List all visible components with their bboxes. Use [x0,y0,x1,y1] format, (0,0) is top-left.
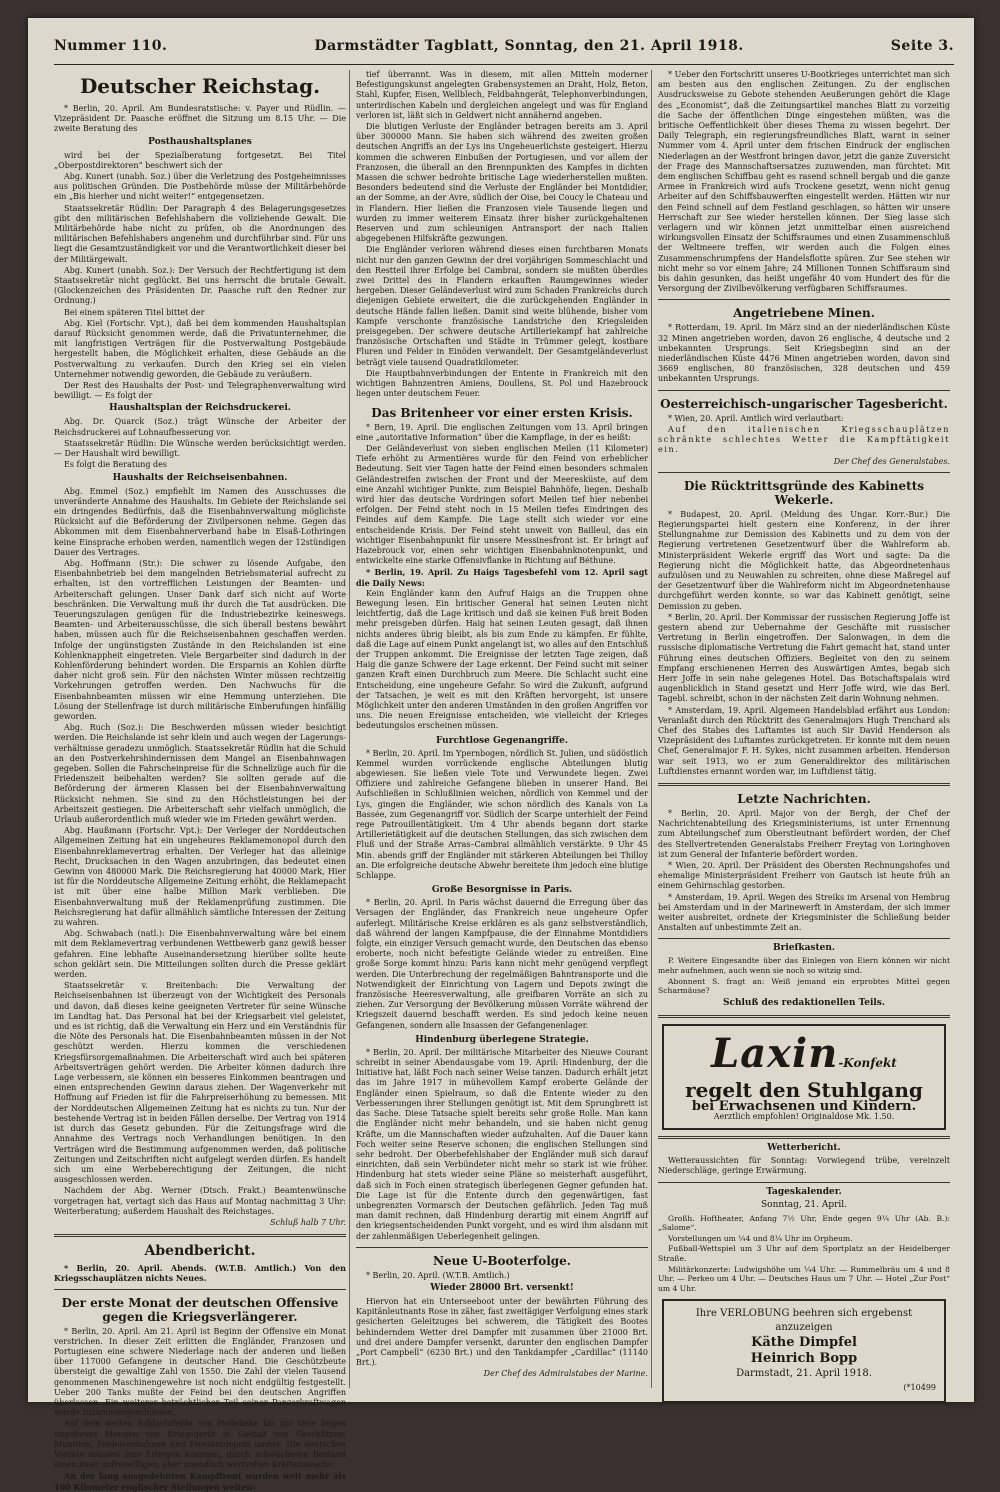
section-rule [658,1015,950,1018]
paragraph: * Berlin, 20. April. Der militärische Mitarbeiter des Nieuwe Courant schreibt in seiner Abendausgabe vom 19. April: Hindenburg, der die Initiative hat, läßt Foch nach seiner Weise tanzen. Dadurch erhält jetzt das im Jahre 1917 in mühevollem Kampf eroberte Gelände der Engländer einen Spielraum, so daß die Entente wieder zu den Verbesserungen ihrer Stellungen genötigt ist. Mit dem Sprungbrett ist das Sache. Diese Tatsache spielt bereits sehr große Rolle. Man kann die Engländer nicht mehr behandeln, und sie haben nicht genug Kräfte, um die Mannschaften wieder aufzuhalten. Auf die Dauer kann Foch weiter seine Reserve schonen; die englischen Stellungen sind sehr bedroht. Der Oberbefehlshaber der Engländer muß sich darauf einrichten, daß sein Verbündeter nicht mehr so stark ist wie früher. Hindenburg hat stets wieder seine Pläne so meisterhaft ausgeführt, daß sich in Foch einen strategisch überlegenen Gegner gefunden hat. Die Lage ist für die Entente durch den gegenwärtigen, fast unbegrenzten Vormarsch der Deutschen gefährlich. Jeden Tag muß man damit rechnen, daß Hindenburg derartig mit einem Angriff auf den kriegsentscheidenden Punkt vorgeht, und es wird ihm alsdann mit der zahlenmäßigen Ueberlegenheit gelingen. [356,1047,648,1241]
paragraph: Abg. Emmel (Soz.) empfiehlt im Namen des Ausschusses die unveränderte Annahme des Haushalts. Im Gebiete der Reichslande sei ein dringendes Bedürfnis, daß die Eisenbahnverwaltung möglichste Rücksicht auf die Beförderung der Zivilpersonen nehme. Gegen das Abkommen mit dem Eisenbahnerverband habe in Elsaß-Lothringen keine Einsprache erhoben werden, namentlich wegen der 12stündigen Dauer des Vertrages. [54,486,346,557]
paragraph: Nachdem der Abg. Werner (Dtsch. Frakt.) Beamtenwünsche vorgetragen hat, vertagt sich das Haus auf Montag nachmittag 3 Uhr: Weiterberatung; außerdem Haushalt des Reichstages. [54,1186,346,1216]
haig-lead: * Berlin, 19. April. Zu Haigs Tagesbefehl vom 12. April sagt die Daily News: [356,567,648,588]
engagement-announcement [662,1299,946,1403]
session-end: Schluß halb 7 Uhr. [270,1217,346,1227]
paragraph: * Ueber den Fortschritt unseres U-Bootkrieges unterrichtet man sich am besten aus den englischen Zeitungen. Zu der englischen Ausdrucksweise zu Gebote stehenden Aeußerungen gehört die Klage des „Economist“, daß die Zeitungsartikel manches Blatt zu vorzeitig die Sache der öffentlichen Dinge eingestehen müßten, was die britische Oeffentlichkeit über dieses Thema zu wissen begehrt. Der Daily Telegraph, ein regierungsfreundliches Blatt, warnt in seiner Nummer vom 4. April unter dem frischen Eindruck der englischen Niederlagen an der Westfront bringen davor, jetzt die ganze Zuversicht der Frage des Mannschaftsersatzes zuzuwenden, man fürchtet: Mit dem englischen Schiffbau geht es rasend schnell bergab und die ganze Armee in Frankreich wird aufs Trockene gesetzt, wenn nicht genug Arbeiter auf den Schiffsbauwerften eingestellt werden. Hätten wir nur den Feind schnell auf dem Festland geschlagen, so hätten wir unsere Herrschaft zur See wieder herstellen können. Der Sieg lasse sich verlagern und wir können jetzt unmittelbar einen ausreichend wirkungsvollen Einsatz der Schiffsraumes und einen Zusammenschluß der Weltmeere treffen, wir werden auch die Folgen eines Zusammenschrumpfens der Handelsflotte spüren. Zur See stehen wir nicht mehr so vor einem Jahre; 24 Millionen Tonnen Schiffsraum sind bis dahin gesunken, das heißt ungefähr 40 vom Hundert des für die Versorgung der Zivilbevölkerung verfügbaren Schiffsraumes. [658,70,950,294]
paragraph: * Amsterdam, 19. April. Wegen des Streiks im Arsenal von Hembrug bei Amsterdam und in der Marinewerft in Amsterdam, der sich immer weiter ausbreitet, ordnete der Kriegsminister die Schließung beider Anstalten auf unbestimmte Zeit an. [658,892,950,933]
column-divider [349,70,350,1388]
reichstag-intro: * Berlin, 20. April. Am Bundesratstische: v. Payer und Rüdlin. — Vizepräsident Dr. Paasche eröffnet die Sitzung um 8.15 Uhr. — Die zweite Beratung des [54,104,346,134]
paragraph: Der Rest des Haushalts der Post- und Telegraphenverwaltung wird bewilligt. — Es folgt der [54,381,346,401]
paragraph: Abg. Ruch (Soz.): Die Beschwerden müssen wieder besichtigt werden. Die Reichslande ist sehr klein und auch wegen der Lagerungsverhältnisse geradezu unmöglich. Staatssekretär Rüdlin hat die Schuld an den Postverkehrshindernissen dem Mangel an Eisenbahnwagen gegeben. Sollen die Fahrscheinpreise für die Schnellzüge auch für die Friedenszeit beibehalten werden? Sie sollten gerade auf die Beförderung der ärmeren Klassen bei der Eisenbahnverwaltung Rücksicht nehmen. Sie sind zu den Höchstleistungen bei der Arbeitszeit gestiegen. Die Arbeiterschaft sehr vielfach unmöglich, die Urlaub außerordentlich muß wieder wie im Frieden gewährt werden. [54,723,346,824]
section-rule [658,472,950,473]
paragraph: * Amsterdam, 19. April. Algemeen Handelsblad erfährt aus London: Veranlaßt durch den Rücktritt des Generalmajors Hugh Trenchard als Chef des Stabes des Luftamtes ist auch Sir David Henderson als Vizepräsident des Luftamtes zurückgetreten. Er konnte mit dem neuen Chef, Generalmajor F. H. Sykes, nicht zusammen arbeiten. Henderson war seit 1913, wo er zum Generaldirektor des militärischen Luftdienstes ernannt worden war, im Luftdienst tätig. [658,705,950,776]
kalender-date: Sonntag, 21. April. [761,1199,847,1210]
laxin-logo: Laxin [711,1029,839,1077]
column-divider [651,70,652,1388]
reichstag-heading: Deutscher Reichstag. [79,74,321,98]
ad-code: (*10499 [903,1383,936,1393]
paragraph: Staatssekretär Rüdlin: Der Paragraph 4 des Belagerungsgesetzes gibt den militärischen Befehlshabern die vollziehende Gewalt. Die Militärbehörde habe nicht zu prüfen, ob die Anordnungen des militärischen Befehlshabers angenehm und durchführbar sind. Für uns liegt die Gesamtzuständigkeit vor und die Verantwortlichkeit dieser bei der Militärgewalt. [54,203,346,264]
section-rule [658,938,950,939]
laxin-subline: bei Erwachsenen und Kindern. [691,1098,917,1114]
paragraph: tief überrannt. Was in diesem, mit allen Mitteln moderner Befestigungskunst angelegten Grabensystemen an Draht, Holz, Beton, Stahl, Kupfer, Eisen, Wellblech, Feldbahngerät, Telephonverbindungen, unterirdischen Kabeln und dergleichen angelegt und was für England verloren ist, läßt sich in Geldwert nicht annähernd angeben. [356,70,648,120]
post-heading: Posthaushaltsplanes [148,136,252,147]
paragraph: Militärkonzerte: Ludwigshöhe um ¼4 Uhr. — Rummelbräu um 4 und 8 Uhr. — Perkeo um 4 Uhr. — Deutsches Haus um 7 Uhr. — Hotel „Zur Post“ um 4 Uhr. [658,1264,950,1293]
paragraph: Abg. Kunert (unabh. Soz.) über die Verletzung des Postgeheimnisses aus politischen Gründen. Die Postbehörde müsse der Militärbehörde ein „Bis hierher und nicht weiter!“ entgegensetzen. [54,172,346,202]
paragraph: * Berlin, 20. April. Im Ypernbogen, nördlich St. Julien, und südöstlich Kemmel wurden vorrückende englische Abteilungen blutig abgewiesen. Sie ließen viele Tote und Verwundete liegen. Zwei Offiziere und zahlreiche Gefangene blieben in unserer Hand. Bei Aufschließen in Schlußlinien weichen, nördlich von Kemmel und der Lys, gingen die Engländer, wie schon nördlich des Kanals von La Bassée, zum Gegenangriff vor. Südlich der Scarpe unterhielt der Feind rege Patrouillentätigkeit. Um 4 Uhr abends begann dort starke Artillerietätigkeit auf die deutschen Stellungen, das sich zwischen dem Fluß und der Straße Arras–Cambrai allmählich verstärkte. 9 Uhr 45 Min. abends griff der Engländer mit stärkeren Abteilungen bei Thilloy an. Die erfolgreiche deutsche Abwehr bereitete ihm jedoch eine blutige Schlappe. [356,748,648,881]
paragraph: Abg. Kiel (Fortschr. Vpt.), daß bei dem kommenden Haushaltsplan darauf Rücksicht genommen werde, daß die Privatunternehmer, die mit langfristigen Verträgen für die Postverwaltung Postgebäude hergestellt haben, die Möglichkeit erhalten, diese Gebäude an die Postverwaltung zu verkaufen. Durch den Krieg sei ein vielen Unternehmer notwendig geworden, die Gebäude zu veräußern. [54,318,346,379]
paragraph: * Berlin, 20. April. Am 21. April ist Beginn der Offensive ein Monat verstrichen. In dieser Zeit erlitten die Engländer, Franzosen und Portugiesen eine schwere Niederlage nach der anderen und ließen über 117000 Gefangene in deutscher Hand. Die Geschützbeute übersteigt die gewaltige Zahl von 1550. Die Zahl der vielen Tausend genommenen Maschinengewehre ist noch nicht endgültig festgestellt. Ueber 200 Tanks mußte der Feind bei den deutschen Angriffen überlassen. Ein weiterer beträchtlicher Teil seiner Panzerkraftwagen wurde zusammengeschossen. [54,1326,346,1418]
paragraph: * Budapest, 20. April. (Meldung des Ungar. Korr.-Bur.) Die Regierungspartei hielt gestern eine Konferenz, in der ihrer Stellungnahme zur Demission des Kabinetts und zu dem von der Regierung vertretenen Gesetzentwurf über die Wahlreform ab. Ministerpräsident Wekerle ergriff das Wort und sagte: Da die Regierung nicht die Möglichkeit hatte, das Abgeordnetenhaus aufzulösen und zu Neuwahlen zu schreiten, ohne diese Maßregel auf der Gesetzentwurf über die Wahlreform nicht im Abgeordnetenhause durchgeführt werden konnte, so war das Kabinett genötigt, seine Demission zu geben. [658,509,950,611]
paragraph: * Berlin, 20. April. In Paris wächst dauernd die Erregung über das Versagen der Engländer, das Frankreich neue ungeheure Opfer auferlegt. Militärische Kreise erklären es als ganz selbstverständlich, daß während der langen Kampfpause, die der Einnahme Montdidiers folgte, ein einziger Versuch gemacht wurde, den Deutschen das ebenso eroberte, noch nicht befestigte Gelände wieder zu entreißen. Eine große Sorge kommt hinzu: Paris kann nicht mehr genügend verpflegt werden. Die Unterbrechung der regelmäßigen Bahntransporte und die Notwendigkeit der Einrichtung von Lagern und Depots zwingt die französische Heeresverwaltung, alle greifbaren Vorräte an sich zu ziehen. Zur Versorgung der Bevölkerung müssen Vorräte während der Kriegszeit dauernd beschafft werden. Es sind jedoch keine neuen Gefangenen, sondern alle Insassen der Gefangenenlager. [356,898,648,1030]
issue-number: Nummer 110. [54,38,168,54]
newspaper-page [28,18,974,1492]
kalender-heading: Tageskalender. [766,1186,842,1197]
page-number: Seite 3. [890,38,954,54]
section-rule [658,1136,950,1139]
paragraph: Abg. Hoffmann (Str.): Die schwer zu lösende Aufgabe, den Eisenbahnbetrieb bei dem mangelnden Betriebsmaterial aufrecht zu erhalten, ist den vortrefflichen Leistungen der Beamten- und Arbeiterschaft gelungen. Unser Dank darf sich nicht auf Worte beschränken. Die Verwaltung muß ihr durch die Tat ausdrücken. Die Teuerungszulagen genügen für die Industriebezirke keineswegs. Beamten- und Arbeiterausschüsse, die sich überall bestens bewährt haben, müssen auch für die Reichseisenbahnen geschaffen werden. Infolge der ungünstigsten Zustände in den Reichslanden ist eine Kohlenknappheit eingetreten. Viele Bergarbeiter sind dadurch in der Kohlenförderung behindert worden. Die Ersparnis an Kohlen dürfte daher nicht groß sein. Für den nächsten Winter müssen rechtzeitig Vorkehrungen getroffen werden. Den Nachwuchs für die Eisenbahnbeamten müssen wir eine Hemmung unterziehen. Die Lösung der Stellenfrage ist durch militärische Einberufungen hinfällig geworden. [54,558,346,721]
laxin-suffix: -Konfekt [838,1055,897,1070]
letzte-heading: Letzte Nachrichten. [737,791,871,806]
laxin-price: Aerztlich empfohlen! Originaldose Mk. 1.50. [713,1112,895,1121]
paragraph: Abg. Haußmann (Fortschr. Vpt.): Der Verleger der Norddeutschen Allgemeinen Zeitung hat ein ungeheures Reklamemonopol durch den Eisenbahnreklamevertrag erhalten. Der Verleger hat das alleinige Recht, Drucksachen in den Wagen anzubringen, das bedeutet einen Gewinn von 480000 Mark. Die Reichsregierung hat 40000 Mark, Hier ist für die Norddeutsche Allgemeine Zeitung erhöht, die Reklamepacht ist mit über eine halbe Million Mark verblieben. Die Eisenbahnverwaltung muß der Reklamenprüfung zustimmen. Die Reichsregierung hat dafür allmählich sämtliche Interessen der Zeitung zu wahren. [54,826,346,928]
paragraph: Großh. Hoftheater, Anfang 7½ Uhr, Ende gegen 9¼ Uhr (Ab. B.): „Salome“. [658,1213,950,1233]
paragraph: Vorstellungen um ¼4 und 8¼ Uhr im Orpheum. [668,1233,853,1243]
section-rule [54,1234,346,1237]
paragraph: Staatssekretär Rüdlin: Die Wünsche werden berücksichtigt werden. — Der Haushalt wird bewilligt. [54,438,346,459]
paragraph: Fußball-Wettspiel um 3 Uhr auf dem Sportplatz an der Heidelberger Straße. [658,1244,950,1263]
paragraph: Wetteraussichten für Sonntag: Vorwiegend trübe, vereinzelt Niederschläge, geringe Erwärmung. [658,1156,950,1176]
abendbericht-heading: Abendbericht. [144,1243,256,1260]
briefkasten-heading: Briefkasten. [772,943,836,954]
paragraph: Abg. Kunert (unabh. Soz.): Der Versuch der Rechtfertigung ist dem Staatssekretär nicht geglückt. Bei uns herrscht die brutale Gewalt. (Glockenzeichen des Präsidenten Dr. Paasche ruft den Redner zur Ordnung.) [54,265,346,306]
paragraph: * Berlin, 20. April. Der Kommissar der russischen Regierung Joffe ist gestern abend zur Uebernahme der Geschäfte mit russischer Vertretung in Berlin eingetroffen. Der Salonwagen, in dem die russische diplomatische Vertretung die Fahrt gemacht hat, stand unter Führung eines deutschen Offiziers. Begleitet von den zu seinem Empfang erschienenen Herren des Auswärtigen Amtes, begab sich Herr Joffe in sein nahe gelegenes Hotel. Das Botschaftspalais wird augenblicklich in Stand gesetzt und Herr Joffe wird, wie das Berl. Tagebl. schreibt, schon in der nächsten Zeit darin Wohnung nehmen. [658,612,950,704]
masthead [54,38,954,60]
redaktion-end: Schluß des redaktionellen Teils. [722,997,886,1008]
section-rule [356,1247,648,1248]
paragraph: Der Geländeverlust von sieben englischen Meilen (11 Kilometer) Tiefe erhöht zu Armentières wurde für den Feind von erheblicher Bedeutung. Seit vier Tagen hatte der Feind einen besonders schmalen Geländestreifen zwischen der Front und der Meeresküste, auf dem eine Anzahl wichtiger Punkte, zum Beispiel Bahnhöfe, liegen. Deshalb wird hier das deutsche Vordringen sofort Meilen tief hier nebenbei erfolgen. Der Feind steht noch in 15 Meilen tiefes Eindringen des Feindes auf dem Kampfe. Die Lage stellt sich wieder vor eine entscheidende Krisis. Der Feind steht unweit von Bailleul, das ein wichtiger Eisenbahnpunkt für unsere Messinesfront ist. Er bringt auf Hazebrouck vor, einen sehr wichtigen Eisenbahnknotenpunkt, und entwickelte eine starke Offensivflanke in Richtung auf Béthune. [356,443,648,566]
laxin-headline: regelt den Stuhlgang [685,1077,923,1102]
column-2 [356,70,648,1388]
paragraph: Abg. Dr. Quarck (Soz.) trägt Wünsche der Arbeiter der Reichsdruckerei auf Lohnaufbesserung vor. [54,417,346,437]
paragraph: Die blutigen Verluste der Engländer betragen bereits am 3. April über 300000 Mann. Sie haben sich während des zweiten großen deutschen Angriffs an der Lys ins Ungeheuerlichste gesteigert. Hierzu kommen die schweren Einbußen der Portugiesen, und vor allem der Franzosen, die überall an den Brennpunkten des Kampfes in dichten Massen die schwer bedrohte britische Lage wiederherstellen mußten. Besonders bedeutend sind die Verluste der Engländer bei Montdidier, an der Somme, an der Avre, südlich der Oise, bei Coucy le Chateau und in Flandern. Hier ließen die Franzosen viele Tausende liegen und wurden zu immer weiterem Einsatz ihrer bisher zurückgehaltenen Reserven und zum schleunigen Antransport der nach Italien abgegebenen Hilfskräfte gezwungen. [356,122,648,244]
column-1 [54,70,346,1492]
eisenbahn-heading: Haushalts der Reichseisenbahnen. [112,472,288,483]
paragraph: An der lang ausgedehnten Kampffront wurden weit mehr als 100 Kilometer englischer Stellungen weiten- [54,1471,346,1492]
section-rule [658,390,950,391]
paragraph: * Berlin, 20. April. Major von der Bergh, der Chef der Nachrichtenabteilung des Kriegsministeriums, ist unter Ernennung zum Abteilungschef zum Oberstleutnant befördert worden, der Chef des Stellvertretenden Generalstabs Freiherr Freytag von Loringhoven ist zum General der Infanterie befördert worden. [658,808,950,859]
paragraph: Die Engländer verloren während dieses einen furchtbaren Monats nicht nur den ganzen Gewinn der drei vorjährigen Sommeschlacht und den Restteil ihrer Erfolge bei Cambrai, sondern sie mußten überdies zwei Drittel des in Flandern erkauften Raumgewinnes wieder hergeben. Dieser Geländeverlust wird zum Schaden Frankreichs durch diejenigen Gebiete erweitert, die die zurückgehenden Engländer in deutsche Hände fallen ließen. Damit sind weite blühende, bisher vom Kampfe verschonte französische Landstriche den Kriegsleiden preisgegeben. Der schwere deutsche Artilleriekampf hat zahlreiche französische Ortschaften und Städte in Trümmer gelegt, kostbare Fluren und Felder in Einöden verwandelt. Der Gesamtgeländeverlust beträgt viele tausend Quadratkilometer. [356,245,648,367]
paragraph: Abonnent S. fragt an: Weiß jemand ein erprobtes Mittel gegen Scharmäuse? [658,976,950,996]
uboot-lead: * Berlin, 20. April. (W.T.B. Amtlich.) [366,1270,510,1280]
column-3 [658,70,950,1393]
engagement-intro: Ihre VERLOBUNG beehren sich ergebenst anzuzeigen [695,1308,913,1334]
wetter-heading: Wetterbericht. [767,1143,841,1154]
paragraph: Die Hauptbahnverbindungen der Entente in Frankreich mit den wichtigen Bahnzentren Amiens, Doullens, St. Pol und Hazebrouck liegen unter deutschem Feuer. [356,368,648,399]
wekerle-heading: Die Rücktrittsgründe des Kabinetts Wekerle. [683,478,925,507]
paragraph: Auf dem weiten Schlachtfelde von Hollebeke bis zur Oise liegen ungeheure Mengen von Kriegsgerät in Gestalt von Geschützen, Munition, Feldeisenbahnen und Proviantdepots umher. Die deutschen Vorräte müssen zum Erliegen kommen, durch schwächeren Bestand einen zwar unfreiwilligen, aber unendlich wertvollen Kräftezuwachs. [54,1419,346,1470]
engagement-place-date: Darmstadt, 21. April 1918. [736,1368,872,1380]
uboot-heading: Neue U-Booterfolge. [433,1253,571,1268]
paragraph: wird bei der Spezialberatung fortgesetzt. Bei Titel „Oberpostdirektoren“ beschwert sich der [54,150,346,170]
paragraph: * Wien, 20. April. Der Präsident des Obersten Rechnungshofes und ehemalige Ministerpräsident Freiherr von Gautsch ist heute früh an einem Gehirnschlag gestorben. [658,861,950,891]
oesterreich-heading: Oesterreichisch-ungarischer Tagesbericht. [660,396,948,411]
gegenangriffe-heading: Furchtlose Gegenangriffe. [435,735,569,746]
post-body [54,151,346,402]
paragraph: Es folgt die Beratung des [64,460,168,470]
generalstab-signature: Der Chef des Generalstabes. [833,456,950,466]
section-rule [54,1289,346,1290]
offensive-heading: Der erste Monat der deutschen Offensive gegen die Kriegsverlängerer. [61,1295,339,1324]
paris-heading: Große Besorgnisse in Paris. [431,885,573,896]
druckerei-heading: Haushaltsplan der Reichsdruckerei. [109,403,291,414]
newspaper-title: Darmstädter Tagblatt, Sonntag, den 21. April 1918. [314,38,744,54]
engagement-name: Heinrich Bopp [750,1351,858,1367]
paragraph: Abg. Schwabach (natl.): Die Eisenbahnverwaltung wäre bei einem mit dem Reklamevertrag verbundenen Wettbewerb ganz gewiß besser gefahren. Eine lebhafte Auseinandersetzung hierüber sollte heute schon geklärt sein. Die Mitteilungen sollten durch die Presse geklärt werden. [54,929,346,980]
krisis-heading: Das Britenheer vor einer ersten Krisis. [371,405,633,420]
paragraph: * Rotterdam, 19. April. Im März sind an der niederländischen Küste 32 Minen angetrieben worden, davon 26 englische, 4 deutsche und 2 unbekannten Ursprungs. Seit Kriegsbeginn sind an der niederländischen Küste 4476 Minen angetrieben worden, davon sind 3669 englischen, 80 französischen, 328 deutschen und 459 unbekannten Ursprungs. [658,323,950,384]
hindenburg-heading: Hindenburg überlegene Strategie. [415,1034,589,1045]
abendbericht-lead: * Berlin, 20. April. Abends. (W.T.B. Amtlich.) Von den Kriegsschauplätzen nichts Neues. [54,1263,346,1284]
paragraph: Hiervon hat ein Unterseeboot unter der bewährten Führung des Kapitänleutnants Rose in zäher, fast zweitägiger Verfolgung eines stark gesicherten Geleitzuges bei schwerem, die Tätigkeit des Bootes behinderndem Wetter drei Dampfer mit zusammen über 21000 Brt. und drei andere Dampfer versenkt, darunter den englischen Dampfer „Port Campbell“ (6230 Brt.) und den Tankdampfer „Cardillac“ (11140 Brt.). [356,1296,648,1368]
paragraph: P. Weitere Eingesandte über das Einlegen von Eiern können wir nicht mehr aufnehmen, auch wenn sie noch so witzig sind. [658,956,950,976]
paragraph: Kein Engländer kann den Aufruf Haigs an die Truppen ohne Bewegung lesen. Ein britischer General hat seinen Leuten nicht leichtfertig, daß die Lage kritisch und daß sie keinen Fuß breit Boden mehr preisgeben dürfen. Haig hat seinen Leuten gesagt, daß ihnen nichts anderes übrig bleibt, als bis zum Ende zu kämpfen. Er fühlte, daß die Lage auf einem Punkt angelangt ist, wo alles auf den Entschluß der Truppen ankommt. Die Ereignisse der letzten Tage zeigen, daß Haig die ganze Schwere der Lage erkennt. Der Feind sucht mit seiner ganzen Kraft einen Durchbruch zum Meere. Die Schlacht sucht eine Entscheidung, eine ungeheure Gefahr. So wird die Zukunft, aufgrund der Tatsachen, je weit es mit den Kräften hervorgeht, ist unsere Möglichkeit unter den anderen Umständen in den großen Angriffen vor uns. Die neuen Ereignisse entscheiden, wie vielleicht der Krieges bedeutungslos erscheinen müssen. [356,588,648,731]
section-rule [658,783,950,786]
uboot-subheading: Wieder 28000 Brt. versenkt! [430,1282,574,1293]
paragraph: Bei einem späteren Titel bittet der [64,307,205,317]
section-rule [658,299,950,300]
paragraph: * Wien, 20. April. Amtlich wird verlautbart: [668,413,844,423]
admiralstab-signature: Der Chef des Admiralstabes der Marine. [483,1369,648,1379]
section-rule [658,1182,950,1183]
paragraph: Auf den italienischen Kriegsschauplätzen schränkte schlechtes Wetter die Kampftätigkeit ein. [658,424,950,455]
paragraph: * Bern, 19. April. Die englischen Zeitungen vom 13. April bringen eine „autoritative Information“ über die Kampflage, in der es heißt: [356,422,648,442]
engagement-name: Käthe Dimpfel [751,1335,857,1351]
minen-heading: Angetriebene Minen. [733,306,875,321]
paragraph: Staatssekretär v. Breitenbach: Die Verwaltung der Reichseisenbahnen ist überzeugt von der Wichtigkeit des Personals und davon, daß dieses keine geeigneten Vertreter für seine Wünsche im Landtag hat. Das Personal hat bei der Kriegsarbeit viel geleistet, und es ist richtig, daß die Verwaltung ein Herz und ein Verständnis für die Nöte des Personals hat. Die Eisenbahnbeamten müssen in der Not geschützt werden. Hierzu kommen die verschiedenen Kriegsfürsorgemaßnahmen. Die Arbeiterschaft wird auch bei späteren Arbeitsverträgen gehört werden. Die Arbeiter können dadurch ihre Lage verbessern, sie können ein besseres Einkommen beantragen und einen entsprechenden Gewinn daraus ziehen. Der Wagenverkehr mit Hoffnung auf Frieden ist für die Fahrpreiserhöhung zu bemessen. Mit der Norddeutschen Allgemeinen Zeitung hat es nichts zu tun. Nur der bestehende Vertrag ist in beiden Fällen derselbe. Der Vertrag von 1914 ist durch das Gesetz gebunden. Für die Zeitungsfrage wird die Annahme des Vertrags noch Verhandlungen benötigen. In den Verträgen wird die Bestimmung aufgenommen werden, daß politische Zeitungen und Zeitschriften nicht aufgelegt werden dürfen. Es handelt sich um eine Werbeberechtigung der Zeitungen, die nicht ausgeschlossen werden. [54,981,346,1185]
laxin-advertisement [662,1024,946,1130]
masthead-rule [54,64,954,65]
